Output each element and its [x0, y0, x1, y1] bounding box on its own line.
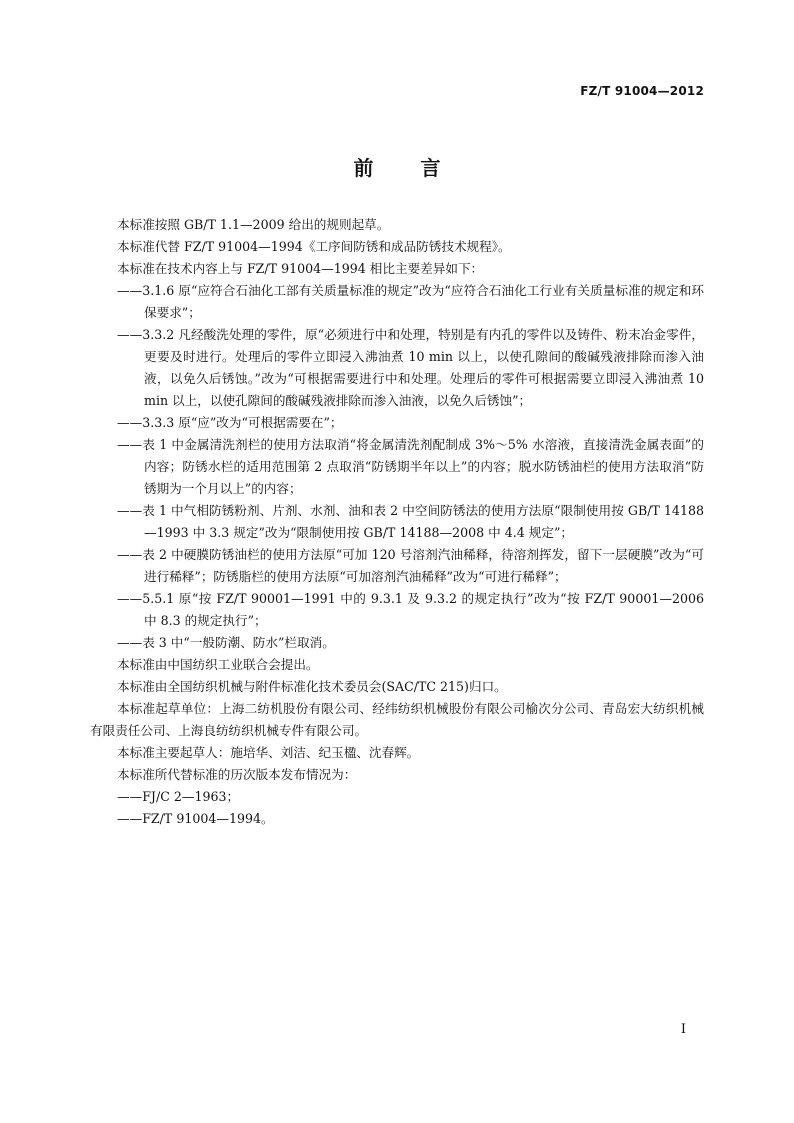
change-item: ——5.5.1 原“按 FZ/T 90001—1991 中的 9.3.1 及 9.3.2 的规定执行”改为“按 FZ/T 90001—2006 中 8.3 的规定执行”；: [117, 591, 704, 628]
paragraph: 本标准代替 FZ/T 91004—1994《工序间防锈和成品防锈技术规程》。: [117, 239, 511, 254]
paragraph: 本标准按照 GB/T 1.1—2009 给出的规则起草。: [117, 217, 390, 232]
paragraph: 本标准所代替标准的历次版本发布情况为：: [117, 767, 357, 782]
paragraph: 本标准起草单位：上海二纺机股份有限公司、经纬纺织机械股份有限公司榆次分公司、青岛宏大纺织机械有限责任公司、上海良纺纺织机械专件有限公司。: [90, 701, 704, 738]
page-number: I: [680, 1022, 686, 1037]
change-item: ——表 1 中气相防锈粉剂、片剂、水剂、油和表 2 中空间防锈法的使用方法原“限制使用按 GB/T 14188—1993 中 3.3 规定”改为“限制使用按 GB/T 14188—2008 中 4.4 规定”；: [117, 503, 704, 540]
standard-code: FZ/T 91004—2012: [580, 84, 704, 98]
version-item: ——FZ/T 91004—1994。: [117, 811, 274, 826]
change-item: ——表 2 中硬膜防锈油栏的使用方法原“可加 120 号溶剂汽油稀释，待溶剂挥发，留下一层硬膜”改为“可进行稀释”；防锈脂栏的使用方法原“可加溶剂汽油稀释”改为“可进行稀释”；: [117, 547, 704, 584]
paragraph: 本标准由全国纺织机械与附件标准化技术委员会(SAC/TC 215)归口。: [117, 679, 507, 694]
paragraph: 本标准在技术内容上与 FZ/T 91004—1994 相比主要差异如下：: [117, 261, 484, 276]
document-body: [90, 214, 704, 830]
page-title: 前 言: [353, 156, 441, 180]
change-item: ——表 1 中金属清洗剂栏的使用方法取消“将金属清洗剂配制成 3%～5% 水溶液，直接清洗金属表面”的内容；防锈水栏的适用范围第 2 点取消“防锈期半年以上”的内容；脱水防锈油栏的使用方法取消“防锈期为一个月以上”的内容；: [117, 437, 704, 496]
change-item: ——3.3.3 原“应”改为“可根据需要在”；: [117, 415, 343, 430]
version-item: ——FJ/C 2—1963；: [117, 789, 240, 804]
paragraph: 本标准主要起草人：施培华、刘洁、纪玉楹、沈春辉。: [117, 745, 420, 760]
change-item: ——表 3 中“一般防潮、防水”栏取消。: [117, 635, 335, 650]
change-item: ——3.3.2 凡经酸洗处理的零件，原“必须进行中和处理，特别是有内孔的零件以及铸件、粉末冶金零件，更要及时进行。处理后的零件立即浸入沸油煮 10 min 以上，以使孔隙间的酸碱残液排除而渗入油液，以免久后锈蚀。”改为“可根据需要进行中和处理。处理后的零件可根据需要立即浸入沸油煮 10 min 以上，以使孔隙间的酸碱残液排除而渗入油液，以免久后锈蚀”；: [117, 327, 704, 408]
change-item: ——3.1.6 原“应符合石油化工部有关质量标准的规定”改为“应符合石油化工行业有关质量标准的规定和环保要求”；: [117, 283, 704, 320]
paragraph: 本标准由中国纺织工业联合会提出。: [117, 657, 319, 672]
